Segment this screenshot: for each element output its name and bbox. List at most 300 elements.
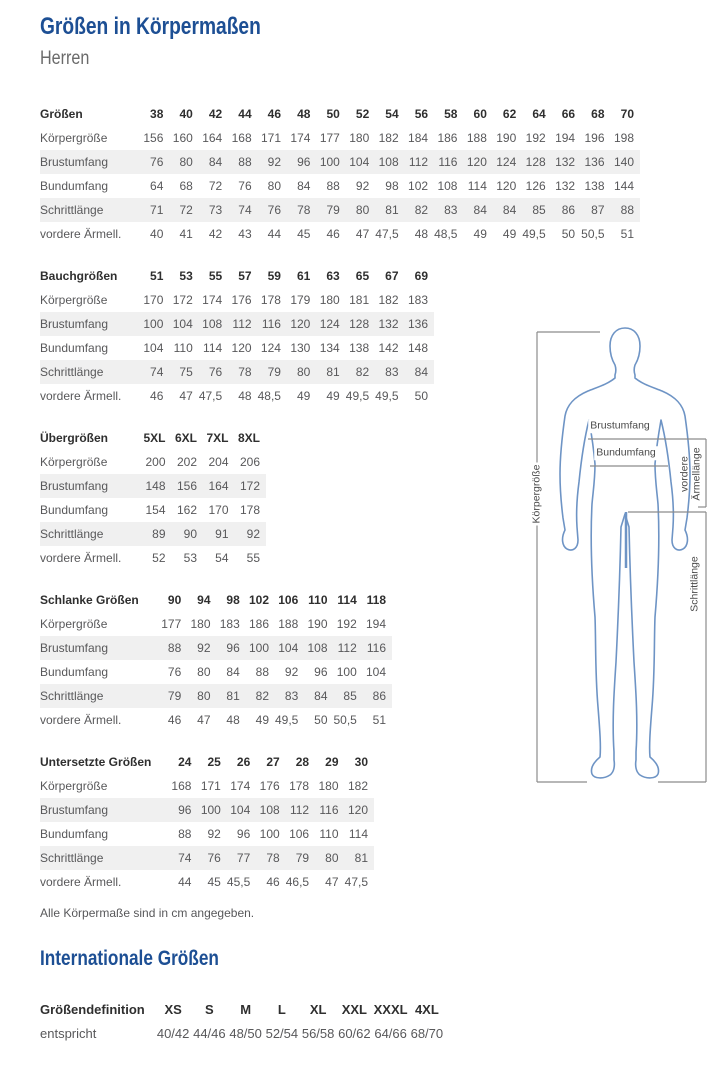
measure-value-cell: 46,5 [285,875,310,889]
measure-value-cell: 49,5 [345,389,370,403]
measure-value-cell: 108 [259,803,280,817]
measure-value-cell: 174 [290,131,311,145]
measure-value-cell: 114 [348,827,368,841]
intl-value-cell: 52/54 [265,1025,299,1041]
measure-value-cell: 124 [260,341,281,355]
intl-value-cell: 60/62 [338,1025,371,1041]
size-column-header: 55 [208,269,223,283]
measure-row-label: Bundumfang [40,827,109,841]
cm-note: Alle Körpermaße sind in cm angegeben. [40,906,255,920]
measure-value-cell: 188 [466,131,487,145]
measure-value-cell: 182 [378,293,399,307]
measure-value-cell: 124 [319,317,340,331]
intl-table-grid [40,997,445,1045]
size-column-header: 57 [238,269,252,283]
measure-value-cell: 82 [355,365,370,379]
measure-value-cell: 104 [172,317,193,331]
measure-row-label: vordere Ärmell. [40,713,122,727]
measure-value-cell: 176 [259,779,280,793]
measure-value-cell: 154 [145,503,166,517]
measure-value-cell: 88 [167,641,182,655]
size-column-header: 40 [179,107,193,121]
measure-value-cell: 44 [267,227,282,241]
measure-value-cell: 112 [289,803,310,817]
measure-value-cell: 148 [145,479,166,493]
measurement-lines [537,332,706,782]
measure-value-cell: 106 [289,827,310,841]
measure-value-cell: 140 [613,155,634,169]
size-column-header: 62 [502,107,517,121]
measure-value-cell: 100 [248,641,269,655]
measure-value-cell: 183 [407,293,428,307]
measure-value-cell: 46 [167,713,182,727]
size-column-header: 102 [248,593,269,607]
measure-value-cell: 100 [259,827,280,841]
size-table-grid [40,750,374,894]
measure-value-cell: 80 [179,155,193,169]
figure-label-vordere-aermellaenge [679,445,704,502]
measure-value-cell: 76 [150,155,164,169]
measure-value-cell: 68 [179,179,193,193]
table-row [40,198,640,222]
measure-value-cell: 162 [176,503,197,517]
measure-value-cell: 100 [143,317,164,331]
size-column-header: 5XL [143,431,166,445]
measure-value-cell: 47,5 [344,875,368,889]
measure-value-cell: 90 [183,527,197,541]
size-column-header: 7XL [206,431,229,445]
table-row [40,474,266,498]
measure-value-cell: 112 [337,641,357,655]
measure-value-cell: 50,5 [333,713,357,727]
measure-value-cell: 49 [326,389,340,403]
measure-value-cell: 50 [314,713,328,727]
table-row [40,288,434,312]
measure-value-cell: 86 [372,689,386,703]
measure-value-cell: 172 [172,293,193,307]
measure-value-cell: 110 [173,341,193,355]
measure-value-cell: 80 [267,179,282,193]
table-title-cell: Größen [40,107,83,121]
size-column-header: 110 [308,593,328,607]
figure-label-aermellaenge: Ärmellänge [690,447,702,501]
size-column-header: 70 [620,107,634,121]
measure-value-cell: 192 [336,617,357,631]
measure-value-cell: 104 [365,665,386,679]
measure-value-cell: 120 [496,179,517,193]
measure-value-cell: 51 [372,713,386,727]
table-row [40,798,374,822]
measure-value-cell: 81 [326,365,340,379]
measure-row-label: Brustumfang [40,317,109,331]
size-column-header: 60 [473,107,487,121]
measure-value-cell: 171 [200,779,221,793]
measure-value-cell: 180 [349,131,370,145]
measure-value-cell: 45 [297,227,311,241]
measure-row-label: vordere Ärmell. [40,551,122,565]
size-column-header: 51 [150,269,164,283]
measure-value-cell: 46 [266,875,280,889]
measure-value-cell: 120 [347,803,368,817]
measure-value-cell: 128 [525,155,546,169]
table-row [40,384,434,408]
measure-value-cell: 73 [208,203,223,217]
size-column-header: 63 [326,269,340,283]
measure-value-cell: 144 [613,179,634,193]
table-header-row [40,264,434,288]
size-column-header: 52 [355,107,370,121]
measure-value-cell: 174 [202,293,223,307]
measure-value-cell: 76 [167,665,182,679]
measure-value-cell: 49,5 [275,713,299,727]
body-measurement-diagram [532,322,720,792]
measure-value-cell: 51 [620,227,634,241]
measure-value-cell: 84 [226,665,240,679]
size-column-header: 118 [366,593,386,607]
table-row [40,822,374,846]
measure-value-cell: 52 [152,551,166,565]
measure-value-cell: 180 [319,293,340,307]
measure-value-cell: 47 [179,389,193,403]
size-column-header: 50 [326,107,340,121]
size-table-grid [40,588,392,732]
table-row [40,150,640,174]
table-row [40,612,392,636]
measure-value-cell: 138 [349,341,370,355]
measure-value-cell: 47 [197,713,211,727]
measure-value-cell: 156 [176,479,197,493]
measure-value-cell: 116 [319,803,339,817]
size-column-header: 58 [444,107,458,121]
measure-value-cell: 186 [437,131,458,145]
measure-value-cell: 130 [290,341,311,355]
measure-value-cell: 47,5 [375,227,399,241]
size-column-header: 8XL [237,431,260,445]
measure-value-cell: 198 [613,131,634,145]
measure-value-cell: 84 [208,155,223,169]
measure-value-cell: 178 [260,293,281,307]
size-column-header: 69 [414,269,428,283]
measure-value-cell: 83 [444,203,458,217]
measure-value-cell: 88 [620,203,634,217]
international-sizes-title: Internationale Größen [40,947,219,970]
measure-value-cell: 92 [267,155,282,169]
measure-value-cell: 124 [496,155,517,169]
measure-value-cell: 84 [502,203,517,217]
size-column-header: 114 [337,593,357,607]
measure-value-cell: 76 [207,851,221,865]
measure-value-cell: 44 [178,875,192,889]
measure-row-label: Schrittlänge [40,527,104,541]
measure-value-cell: 48,5 [434,227,458,241]
page-subtitle: Herren [40,48,90,69]
table-row [40,870,374,894]
measure-value-cell: 120 [290,317,311,331]
size-column-header: 28 [295,755,310,769]
measure-value-cell: 120 [466,155,487,169]
measure-value-cell: 50,5 [581,227,605,241]
measure-value-cell: 194 [365,617,386,631]
intl-value-cell: 40/42 [156,1025,190,1041]
measure-value-cell: 84 [297,179,311,193]
measure-value-cell: 132 [378,317,399,331]
page-title: Größen in Körpermaßen [40,13,261,40]
measure-value-cell: 178 [289,779,310,793]
intl-value-cell: 44/46 [193,1025,226,1041]
intl-value-cell: 64/66 [374,1025,407,1041]
measure-value-cell: 88 [326,179,340,193]
measure-value-cell: 76 [208,365,223,379]
measure-value-cell: 102 [408,179,429,193]
measure-value-cell: 168 [231,131,252,145]
size-column-header: 42 [208,107,223,121]
measure-value-cell: 75 [179,365,193,379]
measure-value-cell: 84 [473,203,487,217]
size-column-header: 26 [236,755,251,769]
intl-size-header: S [205,1001,214,1017]
measure-value-cell: 136 [407,317,428,331]
measure-value-cell: 85 [343,689,357,703]
measure-row-label: vordere Ärmell. [40,875,122,889]
table-row [40,546,266,570]
measure-value-cell: 196 [584,131,605,145]
table-title-cell: Bauchgrößen [40,269,118,283]
measure-value-cell: 92 [207,827,221,841]
measure-value-cell: 89 [152,527,166,541]
measure-value-cell: 46 [326,227,340,241]
measure-value-cell: 80 [355,203,370,217]
size-column-header: 67 [385,269,399,283]
measure-value-cell: 48 [238,389,252,403]
size-column-header: 6XL [174,431,197,445]
table-title-cell: Untersetzte Größen [40,755,152,769]
size-column-header: 38 [150,107,164,121]
table-header-row [40,588,392,612]
measure-value-cell: 80 [296,365,311,379]
table-row [40,498,266,522]
measure-value-cell: 112 [232,317,252,331]
measure-value-cell: 50 [414,389,428,403]
measure-row-label: Bundumfang [40,665,109,679]
measure-value-cell: 88 [178,827,192,841]
measure-value-cell: 74 [238,203,252,217]
measure-value-cell: 47 [325,875,339,889]
measure-value-cell: 55 [246,551,260,565]
size-table-grid [40,102,640,246]
measure-value-cell: 88 [255,665,269,679]
measure-row-label: Bundumfang [40,503,109,517]
measure-value-cell: 49 [473,227,487,241]
measure-value-cell: 108 [437,179,458,193]
table-row [40,450,266,474]
measure-value-cell: 82 [255,689,269,703]
measure-value-cell: 92 [197,641,211,655]
measure-value-cell: 82 [414,203,429,217]
measure-value-cell: 136 [584,155,605,169]
measure-value-cell: 142 [378,341,399,355]
table-row [40,126,640,150]
table-row [40,336,434,360]
measure-value-cell: 79 [326,203,340,217]
measure-row-label: Brustumfang [40,479,109,493]
measure-value-cell: 80 [197,665,211,679]
measure-value-cell: 84 [314,689,328,703]
measure-value-cell: 87 [591,203,605,217]
measure-value-cell: 206 [239,455,260,469]
measure-value-cell: 88 [238,155,252,169]
size-column-header: 30 [354,755,368,769]
measure-value-cell: 164 [208,479,229,493]
measure-value-cell: 120 [231,341,252,355]
figure-label-bundumfang: Bundumfang [596,446,656,459]
size-column-header: 98 [226,593,240,607]
measure-value-cell: 181 [349,293,370,307]
measure-value-cell: 200 [145,455,166,469]
measure-value-cell: 49,5 [375,389,399,403]
measure-value-cell: 180 [318,779,339,793]
measure-value-cell: 177 [319,131,340,145]
measure-value-cell: 180 [190,617,211,631]
measure-row-label: Schrittlänge [40,689,104,703]
size-column-header: 27 [266,755,280,769]
measure-value-cell: 80 [197,689,211,703]
intl-value-cell: 68/70 [410,1025,444,1041]
intl-value-cell: 48/50 [229,1025,262,1041]
measure-value-cell: 96 [178,803,192,817]
measure-value-cell: 49 [296,389,311,403]
measure-value-cell: 76 [238,179,252,193]
table-row [40,846,374,870]
measure-value-cell: 41 [179,227,193,241]
measure-value-cell: 80 [325,851,339,865]
measure-value-cell: 46 [150,389,164,403]
measure-value-cell: 114 [467,179,487,193]
measure-value-cell: 112 [408,155,429,169]
measure-value-cell: 49 [255,713,269,727]
table-header-row [40,102,640,126]
measure-value-cell: 182 [378,131,399,145]
size-column-header: 53 [179,269,193,283]
table-row [40,660,392,684]
measure-value-cell: 81 [226,689,240,703]
measure-value-cell: 138 [584,179,605,193]
measure-value-cell: 91 [215,527,229,541]
measure-row-label: Schrittlänge [40,203,104,217]
measure-value-cell: 148 [407,341,428,355]
measure-value-cell: 74 [178,851,192,865]
intl-size-header: XS [164,1001,182,1017]
measure-value-cell: 85 [532,203,546,217]
size-column-header: 90 [167,593,182,607]
measure-value-cell: 83 [385,365,399,379]
measure-value-cell: 98 [385,179,399,193]
size-column-header: 46 [267,107,282,121]
measure-row-label: Körpergröße [40,131,108,145]
size-column-header: 66 [561,107,576,121]
measure-value-cell: 110 [319,827,339,841]
measure-value-cell: 178 [239,503,260,517]
figure-label-schrittlaenge: Schrittlänge [688,556,701,612]
measure-value-cell: 49,5 [522,227,546,241]
measure-value-cell: 100 [336,665,357,679]
measure-row-label: Brustumfang [40,155,109,169]
measure-value-cell: 77 [236,851,251,865]
measure-value-cell: 183 [219,617,240,631]
table-row [40,684,392,708]
measure-value-cell: 108 [378,155,399,169]
table-row [40,222,640,246]
measure-row-label: Bundumfang [40,341,109,355]
measure-row-label: Brustumfang [40,803,109,817]
measure-value-cell: 190 [307,617,328,631]
measure-value-cell: 45 [207,875,221,889]
measure-value-cell: 176 [231,293,252,307]
measure-value-cell: 160 [172,131,193,145]
measure-value-cell: 48 [414,227,429,241]
intl-value-cell: 56/58 [301,1025,335,1041]
measure-row-label: Schrittlänge [40,851,104,865]
measure-value-cell: 78 [266,851,280,865]
size-column-header: 54 [385,107,399,121]
measure-value-cell: 47 [355,227,370,241]
measure-value-cell: 177 [161,617,182,631]
measure-value-cell: 172 [239,479,260,493]
measure-value-cell: 72 [208,179,223,193]
table-row [40,774,374,798]
measure-value-cell: 48,5 [257,389,281,403]
size-column-header: 44 [238,107,252,121]
measure-row-label: vordere Ärmell. [40,389,122,403]
measure-value-cell: 83 [284,689,299,703]
table-row [40,636,392,660]
intl-header-label: Größendefinition [40,1001,145,1017]
measure-value-cell: 194 [555,131,576,145]
measure-value-cell: 108 [202,317,223,331]
measure-value-cell: 92 [246,527,260,541]
measure-value-cell: 179 [290,293,311,307]
intl-size-header: XXL [341,1001,368,1017]
measure-value-cell: 92 [355,179,370,193]
measure-value-cell: 202 [176,455,197,469]
size-table-groessen [40,102,720,246]
intl-size-header: M [240,1001,252,1017]
measure-value-cell: 116 [261,317,281,331]
measure-value-cell: 104 [230,803,251,817]
measure-row-label: vordere Ärmell. [40,227,122,241]
table-title-cell: Schlanke Größen [40,593,139,607]
intl-size-header: 4XL [414,1001,439,1017]
intl-size-header: XL [309,1001,327,1017]
size-column-header: 48 [297,107,311,121]
figure-label-brustumfang: Brustumfang [590,419,650,432]
measure-value-cell: 81 [354,851,368,865]
table-row [40,312,434,336]
measure-value-cell: 170 [208,503,229,517]
measure-value-cell: 79 [295,851,310,865]
size-column-header: 64 [532,107,546,121]
measure-value-cell: 50 [561,227,576,241]
measure-value-cell: 108 [307,641,328,655]
measure-value-cell: 81 [385,203,399,217]
size-column-header: 106 [278,593,299,607]
measure-value-cell: 78 [297,203,311,217]
table-header-row [40,997,445,1021]
measure-value-cell: 76 [267,203,282,217]
figure-label-koerpergroesse: Körpergröße [530,464,543,524]
measure-value-cell: 156 [143,131,164,145]
table-header-row [40,426,266,450]
measure-value-cell: 116 [366,641,386,655]
